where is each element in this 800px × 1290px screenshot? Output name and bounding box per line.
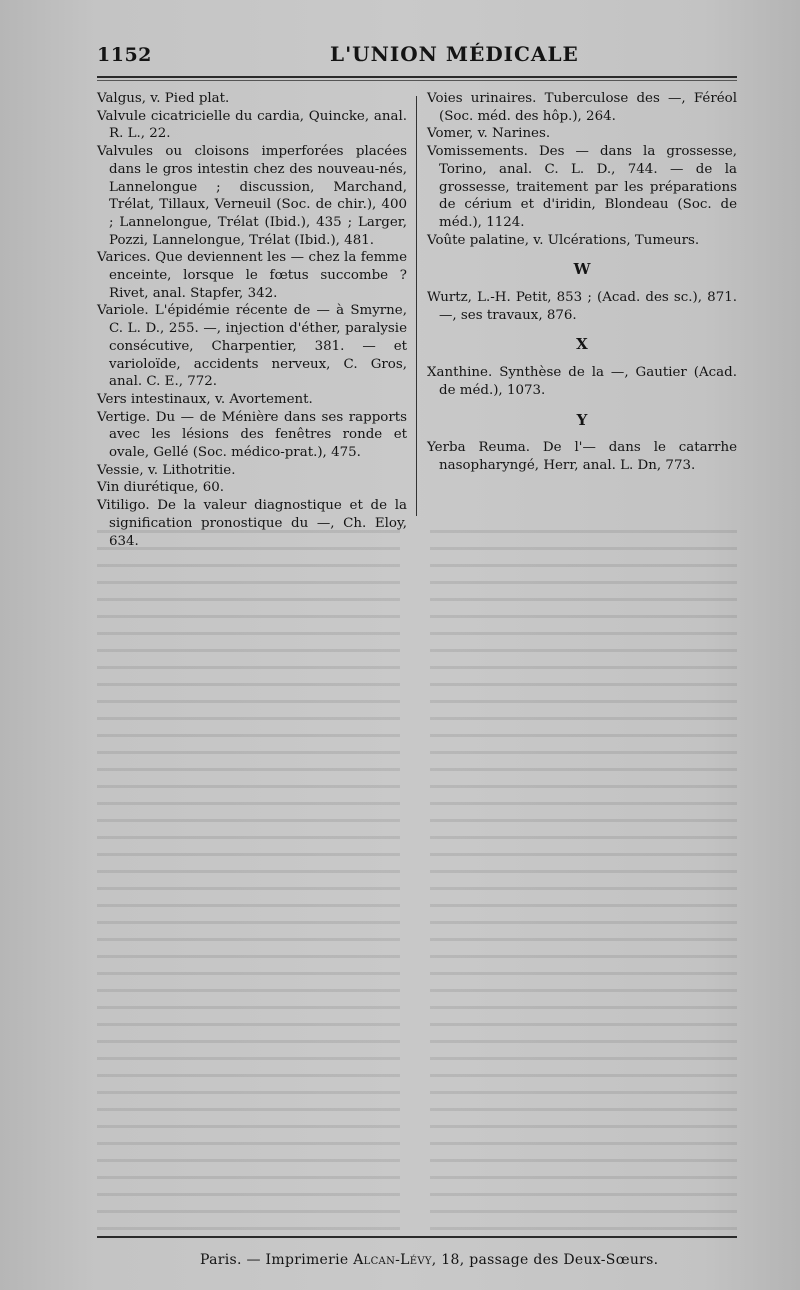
index-entry: Valvule cicatricielle du cardia, Quincke, anal. R. L., 22. [97,108,407,142]
index-entry: Vertige. Du — de Ménière dans ses rapports avec les lésions des fenêtres ronde et ovale, Gellé (Soc. médico-prat.), 475. [97,409,407,461]
index-column-right [427,90,737,475]
footer-suffix: , 18, passage des Deux-Sœurs. [431,1252,659,1268]
section-letter-y: Y [576,410,588,429]
printer-footer [200,1252,658,1268]
section-letter-w: W [573,260,591,279]
index-entry: Vers intestinaux, v. Avortement. [97,391,313,407]
index-entry: Vessie, v. Lithotritie. [97,462,236,478]
index-entry: Yerba Reuma. De l'— dans le catarrhe nasopharyngé, Herr, anal. L. Dn, 773. [427,440,737,473]
index-entry: Wurtz, L.-H. Petit, 853 ; (Acad. des sc.), 871. —, ses travaux, 876. [427,290,737,323]
printer-name: Alcan-Lévy [353,1252,432,1268]
index-entry: Valvules ou cloisons imperforées placées dans le gros intestin chez des nouveau-nés, Lannelongue ; discussion, Marchand, Trélat, Tillaux, Verneuil (Soc. de chir.), 400 ; Lannelongue, Trélat (Ibid.), 435 ; Larger, Pozzi, Lannelongue, Trélat (Ibid.), 481. [97,144,407,248]
index-entry: Voies urinaires. Tuberculose des —, Féréol (Soc. méd. des hôp.), 264. [427,91,737,124]
index-column-left [97,90,407,550]
section-letter-x: X [576,335,588,354]
index-entry: Varices. Que deviennent les — chez la femme enceinte, lorsque le fœtus succombe ? Rivet, anal. Stapfer, 342. [97,250,407,301]
index-entry: Vin diurétique, 60. [97,480,224,496]
index-entry: Valgus, v. Pied plat. [97,91,230,106]
index-entry: Xanthine. Synthèse de la —, Gautier (Acad. de méd.), 1073. [427,365,737,398]
journal-title: L'UNION MÉDICALE [330,42,579,66]
footer-rule [97,1236,737,1238]
header-rule-thin [97,80,737,81]
index-entry: Vomer, v. Narines. [427,126,551,142]
header-rule [97,76,737,78]
index-entry: Vomissements. Des — dans la grossesse, Torino, anal. C. L. D., 744. — de la grossesse, traitement par les préparations de cérium et d'iridin, Blondeau (Soc. de méd.), 1124. [427,144,737,230]
page-number: 1152 [97,44,152,66]
index-entry: Voûte palatine, v. Ulcérations, Tumeurs. [427,232,700,248]
show-through-gutter [400,520,430,1240]
column-divider [416,96,417,516]
footer-prefix: Paris. — Imprimerie [200,1252,354,1268]
index-entry: Vitiligo. De la valeur diagnostique et de la signification pronostique du —, Ch. Eloy, 634. [97,498,407,549]
index-entry: Variole. L'épidémie récente de — à Smyrne, C. L. D., 255. —, injection d'éther, paralysie consécutive, Charpentier, 381. — et varioloïde, accidents nerveux, C. Gros, anal. C. E., 772. [97,303,407,390]
